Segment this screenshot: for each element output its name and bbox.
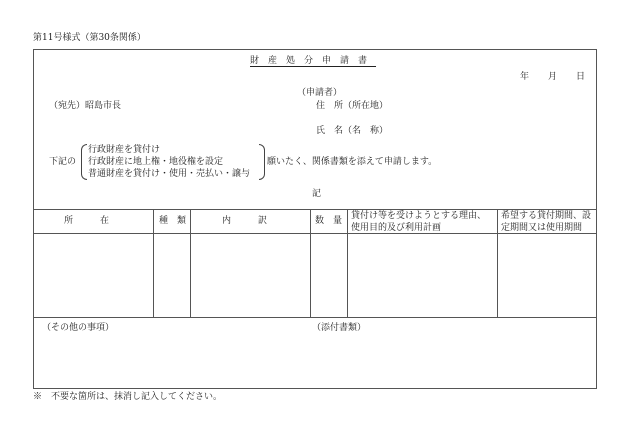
- col-header-purpose-line1: 貸付け等を受けようとする理由、: [351, 211, 487, 221]
- col-header-location: 所 在: [64, 216, 110, 226]
- form-number-label: 第11号様式（第30条関係）: [33, 33, 146, 43]
- address-label: 住 所（所在地）: [316, 101, 389, 111]
- name-label: 氏 名（名 称）: [316, 126, 389, 136]
- col-divider-5: [497, 209, 498, 317]
- table-header-border: [33, 233, 597, 234]
- request-prefix: 下記の: [49, 157, 77, 167]
- footnote: ※ 不要な箇所は、抹消し記入してください。: [33, 392, 223, 402]
- date-year-label: 年: [520, 72, 530, 82]
- col-divider-4: [347, 209, 348, 317]
- table-top-border: [33, 209, 597, 210]
- other-matters-label: （その他の事項）: [42, 323, 115, 333]
- addressee-label: （宛先）昭島市長: [49, 101, 122, 111]
- col-header-period-line1: 希望する貸付期間、設: [501, 211, 592, 221]
- col-divider-1: [153, 209, 154, 317]
- request-option-2: 行政財産に地上権・地役権を設定: [88, 157, 224, 167]
- date-month-label: 月: [548, 72, 558, 82]
- col-header-purpose-line2: 使用目的及び利用計画: [351, 223, 442, 233]
- attachments-label: （添付書類）: [312, 323, 367, 333]
- date-day-label: 日: [576, 72, 586, 82]
- form-title: 財産処分申請書: [250, 56, 377, 66]
- col-divider-2: [190, 209, 191, 317]
- col-divider-3: [310, 209, 311, 317]
- left-brace: [81, 144, 87, 180]
- col-header-quantity: 数 量: [315, 216, 343, 226]
- request-suffix: 願いたく、関係書類を添えて申請します。: [267, 157, 438, 167]
- request-option-1: 行政財産を貸付け: [88, 145, 161, 155]
- right-brace: [259, 144, 265, 180]
- table-bottom-border: [33, 317, 597, 318]
- ki-label: 記: [312, 189, 322, 199]
- col-header-period-line2: 定期間又は使用期間: [501, 223, 583, 233]
- col-header-breakdown: 内 訳: [222, 216, 268, 226]
- request-option-3: 普通財産を貸付け・使用・売払い・譲与: [88, 169, 251, 179]
- applicant-heading: （申請者）: [297, 88, 343, 98]
- col-header-type: 種 類: [159, 216, 187, 226]
